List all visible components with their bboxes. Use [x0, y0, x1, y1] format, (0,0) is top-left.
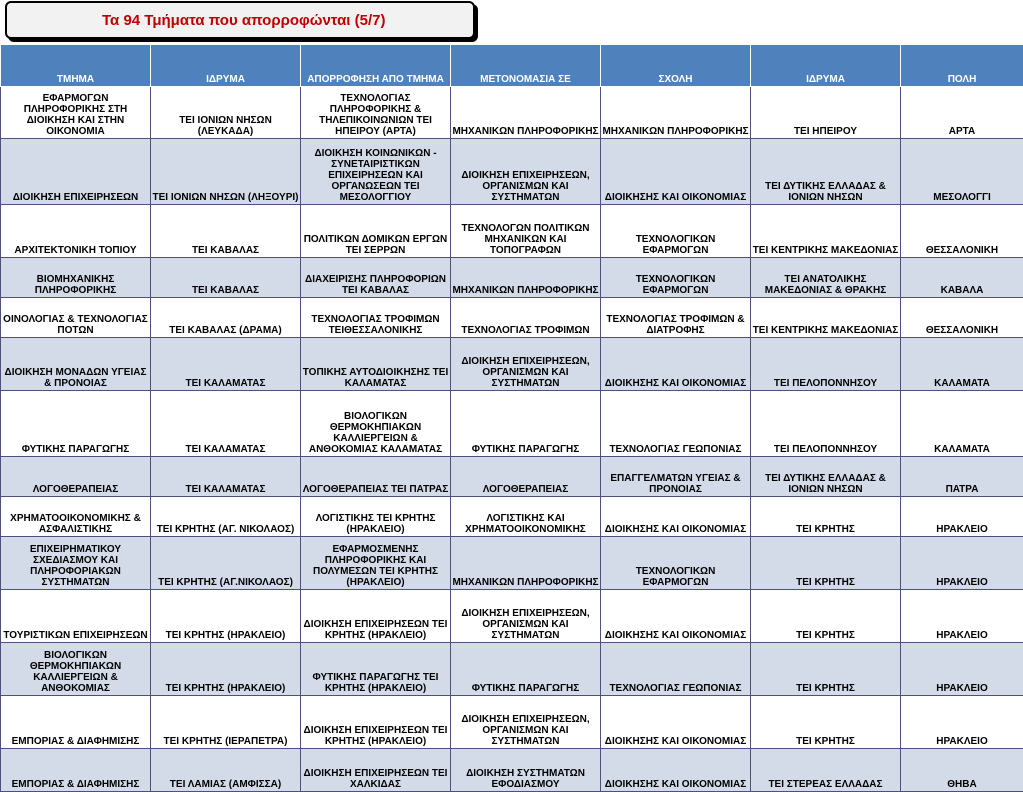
cell-school: ΔΙΟΙΚΗΣΗΣ ΚΑΙ ΟΙΚΟΝΟΜΙΑΣ: [601, 497, 751, 537]
cell-city: ΚΑΛΑΜΑΤΑ: [901, 338, 1023, 391]
cell-institution: ΤΕΙ ΚΡΗΤΗΣ (ΑΓ. ΝΙΚΟΛΑΟΣ): [151, 497, 301, 537]
table-row: [1, 391, 1023, 457]
cell-institution: ΤΕΙ ΙΟΝΙΩΝ ΝΗΣΩΝ (ΛΕΥΚΑΔΑ): [151, 87, 301, 139]
table-row: [1, 338, 1023, 391]
table-row: [1, 87, 1023, 139]
table-row: [1, 537, 1023, 590]
cell-new-institution: ΤΕΙ ΚΡΗΤΗΣ: [751, 590, 901, 643]
table-header-row: [1, 45, 1023, 87]
cell-absorbed-by: ΤΕΧΝΟΛΟΓΙΑΣ ΠΛΗΡΟΦΟΡΙΚΗΣ & ΤΗΛΕΠΙΚΟΙΝΩΝΙΩΝ ΤΕΙ ΗΠΕΙΡΟΥ (ΑΡΤΑ): [301, 87, 451, 139]
cell-new-institution: ΤΕΙ ΠΕΛΟΠΟΝΝΗΣΟΥ: [751, 338, 901, 391]
cell-new-institution: ΤΕΙ ΚΕΝΤΡΙΚΗΣ ΜΑΚΕΔΟΝΙΑΣ: [751, 298, 901, 338]
cell-institution: ΤΕΙ ΙΟΝΙΩΝ ΝΗΣΩΝ (ΛΗΞΟΥΡΙ): [151, 139, 301, 205]
cell-absorbed-by: ΠΟΛΙΤΙΚΩΝ ΔΟΜΙΚΩΝ ΕΡΓΩΝ ΤΕΙ ΣΕΡΡΩΝ: [301, 205, 451, 258]
cell-department: ΒΙΟΜΗΧΑΝΙΚΗΣ ΠΛΗΡΟΦΟΡΙΚΗΣ: [1, 258, 151, 298]
cell-new-institution: ΤΕΙ ΑΝΑΤΟΛΙΚΗΣ ΜΑΚΕΔΟΝΙΑΣ & ΘΡΑΚΗΣ: [751, 258, 901, 298]
cell-new-institution: ΤΕΙ ΚΡΗΤΗΣ: [751, 696, 901, 749]
cell-renamed-to: ΤΕΧΝΟΛΟΓΩΝ ΠΟΛΙΤΙΚΩΝ ΜΗΧΑΝΙΚΩΝ ΚΑΙ ΤΟΠΟΓΡΑΦΩΝ: [451, 205, 601, 258]
cell-school: ΔΙΟΙΚΗΣΗΣ ΚΑΙ ΟΙΚΟΝΟΜΙΑΣ: [601, 696, 751, 749]
header-new-institution: ΙΔΡΥΜΑ: [751, 45, 901, 87]
cell-city: ΗΡΑΚΛΕΙΟ: [901, 643, 1023, 696]
cell-absorbed-by: ΔΙΑΧΕΙΡΙΣΗΣ ΠΛΗΡΟΦΟΡΙΩΝ ΤΕΙ ΚΑΒΑΛΑΣ: [301, 258, 451, 298]
cell-renamed-to: ΦΥΤΙΚΗΣ ΠΑΡΑΓΩΓΗΣ: [451, 391, 601, 457]
cell-department: ΔΙΟΙΚΗΣΗ ΜΟΝΑΔΩΝ ΥΓΕΙΑΣ & ΠΡΟΝΟΙΑΣ: [1, 338, 151, 391]
cell-absorbed-by: ΛΟΓΙΣΤΙΚΗΣ ΤΕΙ ΚΡΗΤΗΣ (ΗΡΑΚΛΕΙΟ): [301, 497, 451, 537]
cell-absorbed-by: ΦΥΤΙΚΗΣ ΠΑΡΑΓΩΓΗΣ ΤΕΙ ΚΡΗΤΗΣ (ΗΡΑΚΛΕΙΟ): [301, 643, 451, 696]
cell-department: ΑΡΧΙΤΕΚΤΟΝΙΚΗ ΤΟΠΙΟΥ: [1, 205, 151, 258]
table-row: [1, 643, 1023, 696]
cell-renamed-to: ΔΙΟΙΚΗΣΗ ΕΠΙΧΕΙΡΗΣΕΩΝ, ΟΡΓΑΝΙΣΜΩΝ ΚΑΙ ΣΥΣΤΗΜΑΤΩΝ: [451, 139, 601, 205]
cell-renamed-to: ΜΗΧΑΝΙΚΩΝ ΠΛΗΡΟΦΟΡΙΚΗΣ: [451, 87, 601, 139]
cell-school: ΤΕΧΝΟΛΟΓΙΑΣ ΓΕΩΠΟΝΙΑΣ: [601, 643, 751, 696]
cell-new-institution: ΤΕΙ ΚΡΗΤΗΣ: [751, 497, 901, 537]
cell-new-institution: ΤΕΙ ΔΥΤΙΚΗΣ ΕΛΛΑΔΑΣ & ΙΟΝΙΩΝ ΝΗΣΩΝ: [751, 457, 901, 497]
table-row: [1, 457, 1023, 497]
cell-absorbed-by: ΔΙΟΙΚΗΣΗ ΚΟΙΝΩΝΙΚΩΝ - ΣΥΝΕΤΑΙΡΙΣΤΙΚΩΝ ΕΠΙΧΕΙΡΗΣΕΩΝ ΚΑΙ ΟΡΓΑΝΩΣΕΩΝ ΤΕΙ ΜΕΣΟΛΟΓΓΙΟΥ: [301, 139, 451, 205]
cell-absorbed-by: ΔΙΟΙΚΗΣΗ ΕΠΙΧΕΙΡΗΣΕΩΝ ΤΕΙ ΧΑΛΚΙΔΑΣ: [301, 749, 451, 792]
cell-city: ΚΑΒΑΛΑ: [901, 258, 1023, 298]
cell-institution: ΤΕΙ ΚΑΛΑΜΑΤΑΣ: [151, 391, 301, 457]
cell-city: ΑΡΤΑ: [901, 87, 1023, 139]
cell-absorbed-by: ΔΙΟΙΚΗΣΗ ΕΠΙΧΕΙΡΗΣΕΩΝ ΤΕΙ ΚΡΗΤΗΣ (ΗΡΑΚΛΕΙΟ): [301, 696, 451, 749]
cell-institution: ΤΕΙ ΚΑΛΑΜΑΤΑΣ: [151, 338, 301, 391]
cell-new-institution: ΤΕΙ ΚΕΝΤΡΙΚΗΣ ΜΑΚΕΔΟΝΙΑΣ: [751, 205, 901, 258]
cell-institution: ΤΕΙ ΚΑΒΑΛΑΣ: [151, 205, 301, 258]
cell-absorbed-by: ΤΟΠΙΚΗΣ ΑΥΤΟΔΙΟΙΚΗΣΗΣ ΤΕΙ ΚΑΛΑΜΑΤΑΣ: [301, 338, 451, 391]
cell-renamed-to: ΤΕΧΝΟΛΟΓΙΑΣ ΤΡΟΦΙΜΩΝ: [451, 298, 601, 338]
cell-new-institution: ΤΕΙ ΣΤΕΡΕΑΣ ΕΛΛΑΔΑΣ: [751, 749, 901, 792]
cell-new-institution: ΤΕΙ ΠΕΛΟΠΟΝΝΗΣΟΥ: [751, 391, 901, 457]
cell-renamed-to: ΦΥΤΙΚΗΣ ΠΑΡΑΓΩΓΗΣ: [451, 643, 601, 696]
cell-institution: ΤΕΙ ΚΑΛΑΜΑΤΑΣ: [151, 457, 301, 497]
cell-new-institution: ΤΕΙ ΚΡΗΤΗΣ: [751, 537, 901, 590]
cell-department: ΛΟΓΟΘΕΡΑΠΕΙΑΣ: [1, 457, 151, 497]
cell-renamed-to: ΔΙΟΙΚΗΣΗ ΕΠΙΧΕΙΡΗΣΕΩΝ, ΟΡΓΑΝΙΣΜΩΝ ΚΑΙ ΣΥΣΤΗΜΑΤΩΝ: [451, 696, 601, 749]
header-absorbed-by: ΑΠΟΡΡΟΦΗΣΗ ΑΠΟ ΤΜΗΜΑ: [301, 45, 451, 87]
cell-renamed-to: ΔΙΟΙΚΗΣΗ ΕΠΙΧΕΙΡΗΣΕΩΝ, ΟΡΓΑΝΙΣΜΩΝ ΚΑΙ ΣΥΣΤΗΜΑΤΩΝ: [451, 338, 601, 391]
header-renamed-to: ΜΕΤΟΝΟΜΑΣΙΑ ΣΕ: [451, 45, 601, 87]
header-institution: ΙΔΡΥΜΑ: [151, 45, 301, 87]
cell-city: ΘΗΒΑ: [901, 749, 1023, 792]
cell-absorbed-by: ΔΙΟΙΚΗΣΗ ΕΠΙΧΕΙΡΗΣΕΩΝ ΤΕΙ ΚΡΗΤΗΣ (ΗΡΑΚΛΕΙΟ): [301, 590, 451, 643]
table-row: [1, 298, 1023, 338]
table-row: [1, 205, 1023, 258]
departments-table: [0, 44, 1023, 792]
cell-school: ΔΙΟΙΚΗΣΗΣ ΚΑΙ ΟΙΚΟΝΟΜΙΑΣ: [601, 590, 751, 643]
cell-institution: ΤΕΙ ΚΡΗΤΗΣ (ΗΡΑΚΛΕΙΟ): [151, 643, 301, 696]
cell-city: ΚΑΛΑΜΑΤΑ: [901, 391, 1023, 457]
table-row: [1, 590, 1023, 643]
header-school: ΣΧΟΛΗ: [601, 45, 751, 87]
cell-school: ΤΕΧΝΟΛΟΓΙΚΩΝ ΕΦΑΡΜΟΓΩΝ: [601, 258, 751, 298]
table-row: [1, 139, 1023, 205]
cell-institution: ΤΕΙ ΚΡΗΤΗΣ (ΗΡΑΚΛΕΙΟ): [151, 590, 301, 643]
cell-institution: ΤΕΙ ΚΡΗΤΗΣ (ΙΕΡΑΠΕΤΡΑ): [151, 696, 301, 749]
cell-school: ΤΕΧΝΟΛΟΓΙΚΩΝ ΕΦΑΡΜΟΓΩΝ: [601, 205, 751, 258]
cell-school: ΤΕΧΝΟΛΟΓΙΑΣ ΓΕΩΠΟΝΙΑΣ: [601, 391, 751, 457]
cell-new-institution: ΤΕΙ ΚΡΗΤΗΣ: [751, 643, 901, 696]
cell-institution: ΤΕΙ ΚΑΒΑΛΑΣ: [151, 258, 301, 298]
cell-new-institution: ΤΕΙ ΔΥΤΙΚΗΣ ΕΛΛΑΔΑΣ & ΙΟΝΙΩΝ ΝΗΣΩΝ: [751, 139, 901, 205]
cell-department: ΕΦΑΡΜΟΓΩΝ ΠΛΗΡΟΦΟΡΙΚΗΣ ΣΤΗ ΔΙΟΙΚΗΣΗ ΚΑΙ ΣΤΗΝ ΟΙΚΟΝΟΜΙΑ: [1, 87, 151, 139]
cell-city: ΗΡΑΚΛΕΙΟ: [901, 537, 1023, 590]
cell-absorbed-by: ΛΟΓΟΘΕΡΑΠΕΙΑΣ ΤΕΙ ΠΑΤΡΑΣ: [301, 457, 451, 497]
header-city: ΠΟΛΗ: [901, 45, 1023, 87]
cell-school: ΤΕΧΝΟΛΟΓΙΚΩΝ ΕΦΑΡΜΟΓΩΝ: [601, 537, 751, 590]
page-title: Τα 94 Τμήματα που απορροφώνται (5/7): [5, 1, 475, 39]
cell-school: ΔΙΟΙΚΗΣΗΣ ΚΑΙ ΟΙΚΟΝΟΜΙΑΣ: [601, 338, 751, 391]
cell-department: ΔΙΟΙΚΗΣΗ ΕΠΙΧΕΙΡΗΣΕΩΝ: [1, 139, 151, 205]
table-row: [1, 696, 1023, 749]
cell-school: ΔΙΟΙΚΗΣΗΣ ΚΑΙ ΟΙΚΟΝΟΜΙΑΣ: [601, 139, 751, 205]
cell-absorbed-by: ΒΙΟΛΟΓΙΚΩΝ ΘΕΡΜΟΚΗΠΙΑΚΩΝ ΚΑΛΛΙΕΡΓΕΙΩΝ & ΑΝΘΟΚΟΜΙΑΣ ΚΑΛΑΜΑΤΑΣ: [301, 391, 451, 457]
cell-city: ΠΑΤΡΑ: [901, 457, 1023, 497]
cell-institution: ΤΕΙ ΚΑΒΑΛΑΣ (ΔΡΑΜΑ): [151, 298, 301, 338]
header-department: ΤΜΗΜΑ: [1, 45, 151, 87]
table-row: [1, 749, 1023, 792]
cell-department: ΦΥΤΙΚΗΣ ΠΑΡΑΓΩΓΗΣ: [1, 391, 151, 457]
cell-renamed-to: ΔΙΟΙΚΗΣΗ ΕΠΙΧΕΙΡΗΣΕΩΝ, ΟΡΓΑΝΙΣΜΩΝ ΚΑΙ ΣΥΣΤΗΜΑΤΩΝ: [451, 590, 601, 643]
cell-department: ΕΜΠΟΡΙΑΣ & ΔΙΑΦΗΜΙΣΗΣ: [1, 696, 151, 749]
cell-renamed-to: ΜΗΧΑΝΙΚΩΝ ΠΛΗΡΟΦΟΡΙΚΗΣ: [451, 258, 601, 298]
cell-city: ΗΡΑΚΛΕΙΟ: [901, 590, 1023, 643]
cell-institution: ΤΕΙ ΛΑΜΙΑΣ (ΑΜΦΙΣΣΑ): [151, 749, 301, 792]
cell-school: ΕΠΑΓΓΕΛΜΑΤΩΝ ΥΓΕΙΑΣ & ΠΡΟΝΟΙΑΣ: [601, 457, 751, 497]
cell-renamed-to: ΛΟΓΟΘΕΡΑΠΕΙΑΣ: [451, 457, 601, 497]
cell-city: ΗΡΑΚΛΕΙΟ: [901, 696, 1023, 749]
cell-absorbed-by: ΕΦΑΡΜΟΣΜΕΝΗΣ ΠΛΗΡΟΦΟΡΙΚΗΣ ΚΑΙ ΠΟΛΥΜΕΣΩΝ ΤΕΙ ΚΡΗΤΗΣ (ΗΡΑΚΛΕΙΟ): [301, 537, 451, 590]
cell-renamed-to: ΔΙΟΙΚΗΣΗ ΣΥΣΤΗΜΑΤΩΝ ΕΦΟΔΙΑΣΜΟΥ: [451, 749, 601, 792]
cell-city: ΘΕΣΣΑΛΟΝΙΚΗ: [901, 205, 1023, 258]
cell-department: ΕΜΠΟΡΙΑΣ & ΔΙΑΦΗΜΙΣΗΣ: [1, 749, 151, 792]
cell-city: ΜΕΣΟΛΟΓΓΙ: [901, 139, 1023, 205]
table-row: [1, 258, 1023, 298]
cell-department: ΕΠΙΧΕΙΡΗΜΑΤΙΚΟΥ ΣΧΕΔΙΑΣΜΟΥ ΚΑΙ ΠΛΗΡΟΦΟΡΙΑΚΩΝ ΣΥΣΤΗΜΑΤΩΝ: [1, 537, 151, 590]
cell-city: ΘΕΣΣΑΛΟΝΙΚΗ: [901, 298, 1023, 338]
cell-department: ΤΟΥΡΙΣΤΙΚΩΝ ΕΠΙΧΕΙΡΗΣΕΩΝ: [1, 590, 151, 643]
table-row: [1, 497, 1023, 537]
cell-department: ΧΡΗΜΑΤΟΟΙΚΟΝΟΜΙΚΗΣ & ΑΣΦΑΛΙΣΤΙΚΗΣ: [1, 497, 151, 537]
cell-absorbed-by: ΤΕΧΝΟΛΟΓΙΑΣ ΤΡΟΦΙΜΩΝ ΤΕΙΘΕΣΣΑΛΟΝΙΚΗΣ: [301, 298, 451, 338]
cell-school: ΜΗΧΑΝΙΚΩΝ ΠΛΗΡΟΦΟΡΙΚΗΣ: [601, 87, 751, 139]
cell-department: ΒΙΟΛΟΓΙΚΩΝ ΘΕΡΜΟΚΗΠΙΑΚΩΝ ΚΑΛΛΙΕΡΓΕΙΩΝ & ΑΝΘΟΚΟΜΙΑΣ: [1, 643, 151, 696]
cell-school: ΤΕΧΝΟΛΟΓΙΑΣ ΤΡΟΦΙΜΩΝ & ΔΙΑΤΡΟΦΗΣ: [601, 298, 751, 338]
cell-renamed-to: ΛΟΓΙΣΤΙΚΗΣ ΚΑΙ ΧΡΗΜΑΤΟΟΙΚΟΝΟΜΙΚΗΣ: [451, 497, 601, 537]
cell-city: ΗΡΑΚΛΕΙΟ: [901, 497, 1023, 537]
cell-department: ΟΙΝΟΛΟΓΙΑΣ & ΤΕΧΝΟΛΟΓΙΑΣ ΠΟΤΩΝ: [1, 298, 151, 338]
cell-renamed-to: ΜΗΧΑΝΙΚΩΝ ΠΛΗΡΟΦΟΡΙΚΗΣ: [451, 537, 601, 590]
cell-school: ΔΙΟΙΚΗΣΗΣ ΚΑΙ ΟΙΚΟΝΟΜΙΑΣ: [601, 749, 751, 792]
cell-institution: ΤΕΙ ΚΡΗΤΗΣ (ΑΓ.ΝΙΚΟΛΑΟΣ): [151, 537, 301, 590]
cell-new-institution: ΤΕΙ ΗΠΕΙΡΟΥ: [751, 87, 901, 139]
